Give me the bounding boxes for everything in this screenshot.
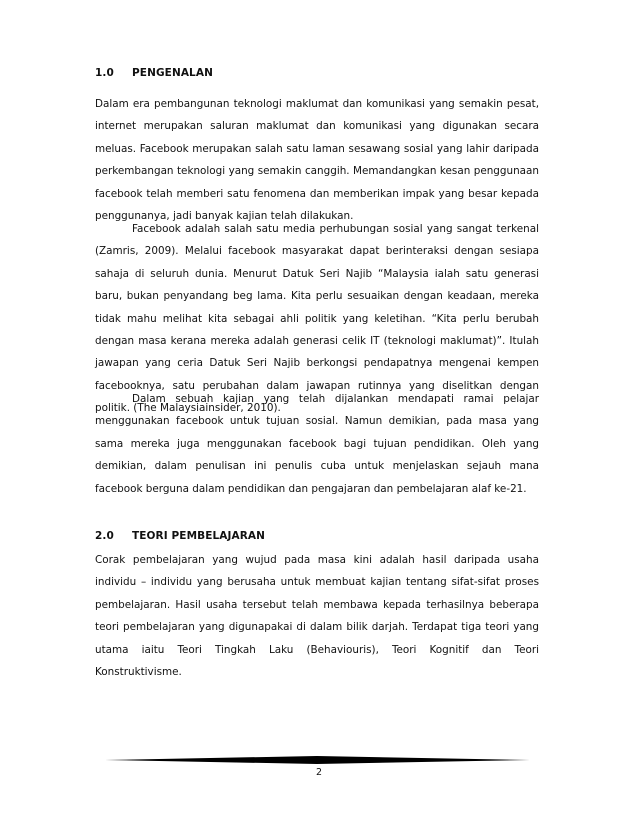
section-number: 1.0	[95, 67, 114, 79]
section-number: 2.0	[95, 530, 114, 542]
paragraph: Dalam era pembangunan teknologi maklumat dan komunikasi yang semakin pesat, internet merupakan saluran maklumat dan komunikasi yang digunakan secara meluas. Facebook merupakan salah satu laman sesawang sosial yang lahir daripada perkembangan teknologi yang semakin canggih. Memandangkan kesan penggunaan facebook telah memberi satu fenomena dan memberikan impak yang besar kepada penggunanya, jadi banyak kajian telah dilakukan.	[95, 98, 539, 223]
paragraph: Corak pembelajaran yang wujud pada masa kini adalah hasil daripada usaha individu – individu yang berusaha untuk membuat kajian tentang sifat-sifat proses pembelajaran. Hasil usaha tersebut telah membawa kepada terhasilnya beberapa teori pembelajaran yang digunapakai di dalam bilik darjah. Terdapat tiga teori yang utama iaitu Teori Tingkah Laku (Behaviouris), Teori Kognitif dan Teori Konstruktivisme.	[95, 554, 539, 679]
paragraph: Dalam sebuah kajian yang telah dijalankan mendapati ramai pelajar menggunakan facebook untuk tujuan sosial. Namun demikian, pada masa yang sama mereka juga menggunakan facebook bagi tujuan pendidikan. Oleh yang demikian, dalam penulisan ini penulis cuba untuk menjelaskan sejauh mana facebook berguna dalam pendidikan dan pengajaran dan pembelajaran alaf ke-21.	[95, 393, 539, 495]
section-heading-pengenalan	[95, 67, 213, 79]
section-heading-teori-pembelajaran	[95, 530, 265, 542]
footer-divider	[105, 756, 530, 764]
section-title: PENGENALAN	[132, 67, 213, 79]
section-title: TEORI PEMBELAJARAN	[132, 530, 266, 542]
paragraph: Facebook adalah salah satu media perhubungan sosial yang sangat terkenal (Zamris, 2009). Melalui facebook masyarakat dapat berinteraksi dengan sesiapa sahaja di seluruh dunia. Menurut Datuk Seri Najib “Malaysia ialah satu generasi baru, bukan penyandang beg lama. Kita perlu sesuaikan dengan keadaan, mereka tidak mahu melihat kita sebagai ahli politik yang keletihan. “Kita perlu berubah dengan masa kerana mereka adalah generasi celik IT (teknologi maklumat)”. Itulah jawapan yang ceria Datuk Seri Najib berkongsi pendapatnya mengenai kempen facebooknya, satu perubahan dalam jawapan rutinnya yang diselitkan dengan politik. (The Malaysiainsider, 2010).	[95, 223, 539, 415]
page-number: 2	[315, 767, 323, 778]
